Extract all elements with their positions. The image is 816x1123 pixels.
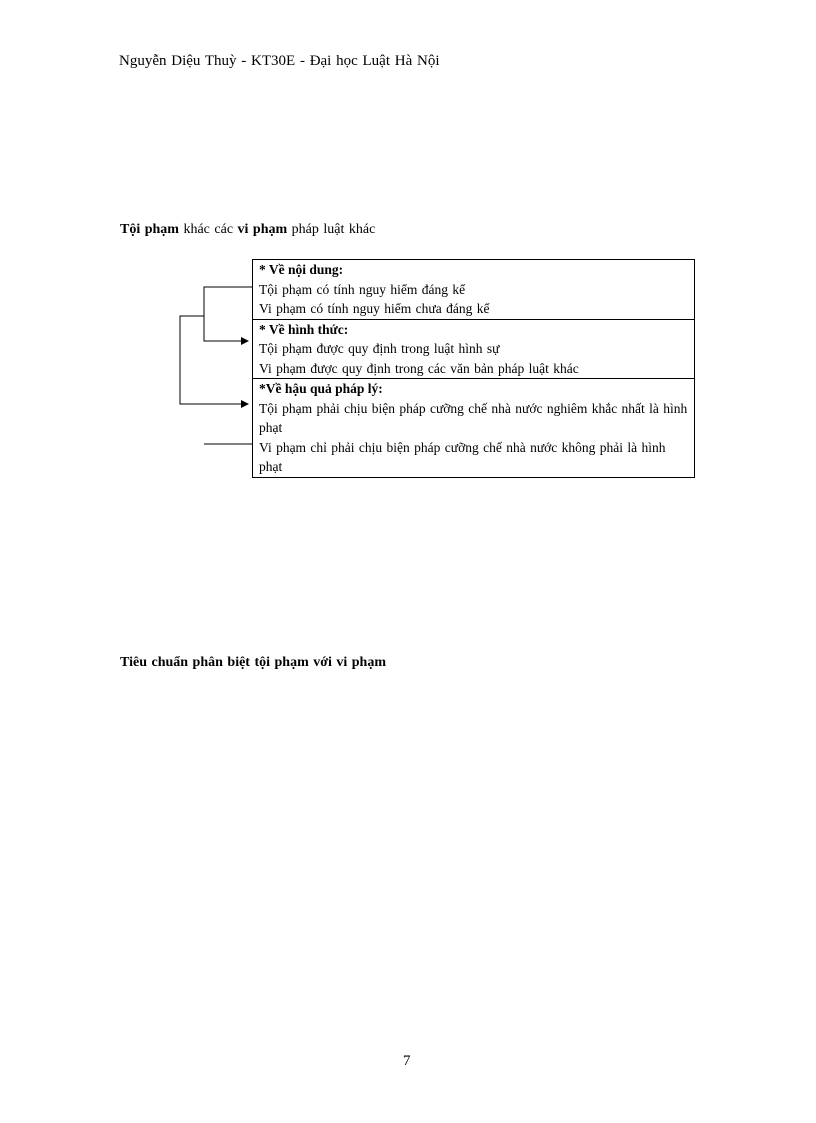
section-heading-distinction-criteria: Tiêu chuẩn phân biệt tội phạm với vi phạm xyxy=(120,655,387,670)
violation-line: Vi phạm có tính nguy hiểm chưa đáng kể xyxy=(259,301,490,316)
comparison-box xyxy=(252,259,695,478)
page-number: 7 xyxy=(403,1053,411,1069)
crime-line: Tội phạm phải chịu biện pháp cưỡng chế nhà nước nghiêm khắc nhất là hình phạt xyxy=(259,400,688,435)
connector-to-legal-consequence xyxy=(180,316,248,404)
violation-line: Vi phạm chỉ phải chịu biện pháp cưỡng chế nhà nước không phải là hình phạt xyxy=(259,439,666,474)
heading-term-crime: Tội phạm xyxy=(120,222,179,237)
section-form xyxy=(253,319,694,379)
crime-line: Tội phạm có tính nguy hiểm đáng kể xyxy=(259,281,466,297)
heading-term-violation: vi phạm xyxy=(237,222,288,237)
section-heading-crime-vs-violation xyxy=(120,222,375,238)
running-header: Nguyễn Diệu Thuỳ - KT30E - Đại học Luật Hà Nội xyxy=(119,53,440,69)
heading-text: khác các xyxy=(178,222,238,237)
section-title: *Về hậu quả pháp lý: xyxy=(259,381,383,396)
section-legal-consequence xyxy=(253,378,694,477)
violation-line: Vi phạm được quy định trong các văn bản pháp luật khác xyxy=(259,360,579,376)
connector-content-to-form xyxy=(204,287,252,341)
section-content xyxy=(253,260,694,319)
crime-line: Tội phạm được quy định trong luật hình sự xyxy=(259,341,500,356)
section-title: * Về hình thức: xyxy=(259,321,349,337)
section-title: * Về nội dung: xyxy=(259,262,344,277)
heading-text-tail: pháp luật khác xyxy=(287,222,376,237)
